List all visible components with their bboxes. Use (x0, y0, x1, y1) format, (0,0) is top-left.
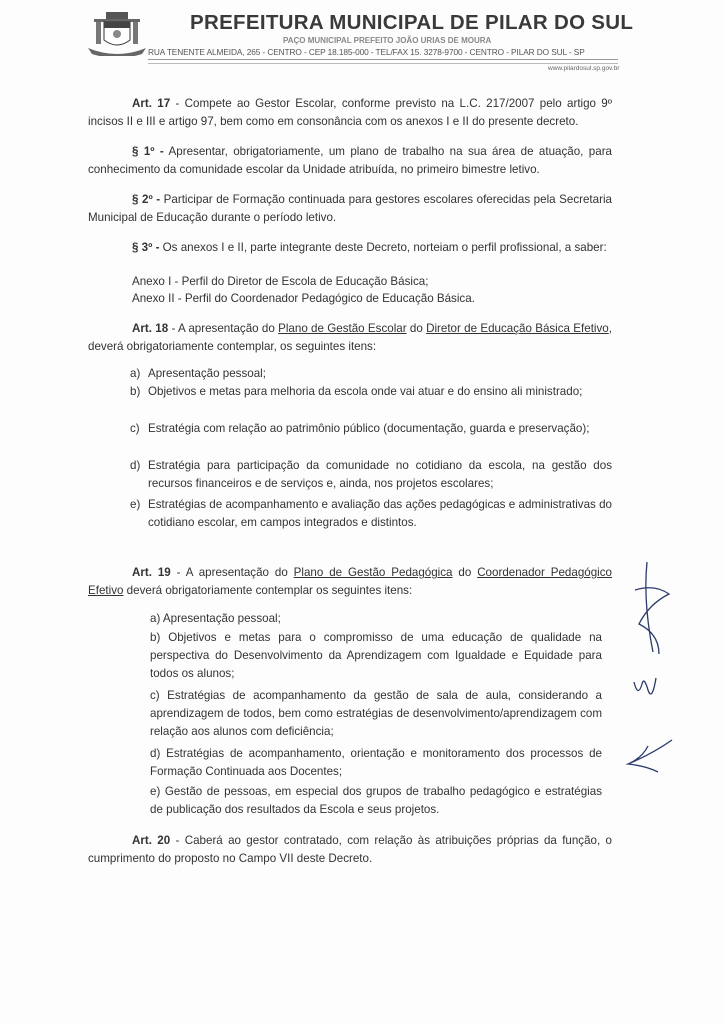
art18-item-a (130, 365, 612, 383)
paragraph-3 (88, 238, 612, 257)
paragraph-1 (88, 143, 612, 178)
article-label: Art. 20 (132, 834, 171, 847)
header-subtitle: PAÇO MUNICIPAL PREFEITO JOÃO URIAS DE MOURA (283, 36, 492, 45)
header-title: PREFEITURA MUNICIPAL DE PILAR DO SUL (190, 11, 634, 34)
underlined-term: Coordenador Pedagógico Efetivo (88, 566, 612, 597)
article-text: do (406, 322, 427, 335)
article-text: - A apresentação do (168, 322, 279, 335)
art18-item-e (130, 496, 612, 532)
article-20 (88, 832, 612, 867)
handwritten-signature (625, 560, 675, 660)
item-label: e) (130, 498, 141, 511)
article-19 (88, 564, 612, 599)
item-text: Estratégia para participação da comunidade no cotidiano da escola, na gestão dos recursos financeiros e de serviços e, ainda, nos projetos escolares; (148, 459, 612, 491)
item-label: d) (130, 459, 141, 472)
item-label: a) (130, 367, 141, 380)
art19-item-e: e) Gestão de pessoas, em especial dos grupos de trabalho pedagógico e estratégias de publicação dos resultados da Escola e seus projetos. (150, 785, 602, 817)
header-address: RUA TENENTE ALMEIDA, 265 - CENTRO - CEP 18.185-000 - TEL/FAX 15. 3278-9700 - CENTRO - PILAR DO SUL - SP (148, 47, 585, 57)
header-divider (148, 59, 618, 64)
item-text: Objetivos e metas para melhoria da escola onde vai atuar e do ensino ali ministrado; (148, 385, 583, 398)
item-text: Estratégias de acompanhamento e avaliação das ações pedagógicas e administrativas do cotidiano escolar, em campos integrados e distintos. (148, 498, 612, 530)
article-text: - Compete ao Gestor Escolar, conforme previsto na L.C. 217/2007 pelo artigo 9º incisos II e III e artigo 97, bem como em consonância com os anexos I e II do presente decreto. (88, 97, 612, 128)
municipal-crest-logo (86, 10, 148, 56)
article-text: do (452, 566, 478, 579)
article-text: - A apresentação do (170, 566, 294, 579)
paragraph-label: § 2º - (132, 193, 161, 206)
article-text: - Caberá ao gestor contratado, com relação às atribuições próprias da função, o cumprimento do proposto no Campo VII deste Decreto. (88, 834, 612, 865)
article-text: deverá obrigatoriamente contemplar os seguintes itens: (123, 583, 413, 597)
paragraph-text: Apresentar, obrigatoriamente, um plano de trabalho na sua área de atuação, para conhecimento da comunidade escolar da Unidade atribuída, no primeiro bimestre letivo. (88, 145, 612, 176)
paragraph-label: § 1º - (132, 145, 164, 158)
paragraph-2 (88, 191, 612, 226)
underlined-term: Diretor de Educação Básica Efetivo (426, 322, 609, 335)
underlined-term: Plano de Gestão Pedagógica (293, 566, 453, 579)
annex-item: Anexo I - Perfil do Diretor de Escola de Educação Básica; (132, 275, 429, 288)
item-label: c) (130, 422, 140, 435)
art19-item-c: c) Estratégias de acompanhamento da gestão de sala de aula, considerando a aprendizagem de todos, bem como estratégias de desenvolvimento/aprendizagem com relação aos alunos com deficiência; (150, 689, 602, 739)
item-label: b) (130, 385, 141, 398)
paragraph-text: Os anexos I e II, parte integrante deste Decreto, norteiam o perfil profissional, a saber: (159, 241, 607, 254)
header-website: www.pilardosul.sp.gov.br (548, 65, 620, 72)
article-18 (88, 320, 612, 355)
art19-item-d: d) Estratégias de acompanhamento, orientação e monitoramento dos processos de Formação Continuada aos Docentes; (150, 747, 602, 779)
paragraph-text: Participar de Formação continuada para gestores escolares oferecidas pela Secretaria Municipal de Educação durante o período letivo. (88, 193, 612, 224)
annex-item: Anexo II - Perfil do Coordenador Pedagógico de Educação Básica. (132, 291, 475, 305)
article-label: Art. 19 (132, 566, 171, 579)
annex-list (132, 274, 612, 307)
article-17 (88, 95, 612, 130)
article-label: Art. 17 (132, 97, 171, 110)
paragraph-label: § 3º - (132, 241, 160, 254)
art19-item-a: a) Apresentação pessoal; (150, 612, 281, 625)
art18-item-d (130, 457, 612, 493)
art18-item-b (130, 383, 612, 401)
article-label: Art. 18 (132, 322, 169, 335)
art18-item-c (130, 420, 612, 438)
item-text: Apresentação pessoal; (148, 367, 266, 380)
underlined-term: Plano de Gestão Escolar (278, 322, 407, 335)
handwritten-initials (620, 738, 676, 774)
handwritten-initials (630, 672, 660, 704)
art19-item-b: b) Objetivos e metas para o compromisso de uma educação de qualidade na perspectiva do Desenvolvimento da Aprendizagem com Igualdade e Equidade para todos os alunos; (150, 631, 602, 681)
item-text: Estratégia com relação ao patrimônio público (documentação, guarda e preservação); (148, 422, 590, 435)
article-text: , deverá obrigatoriamente contemplar, os seguintes itens: (88, 322, 612, 353)
